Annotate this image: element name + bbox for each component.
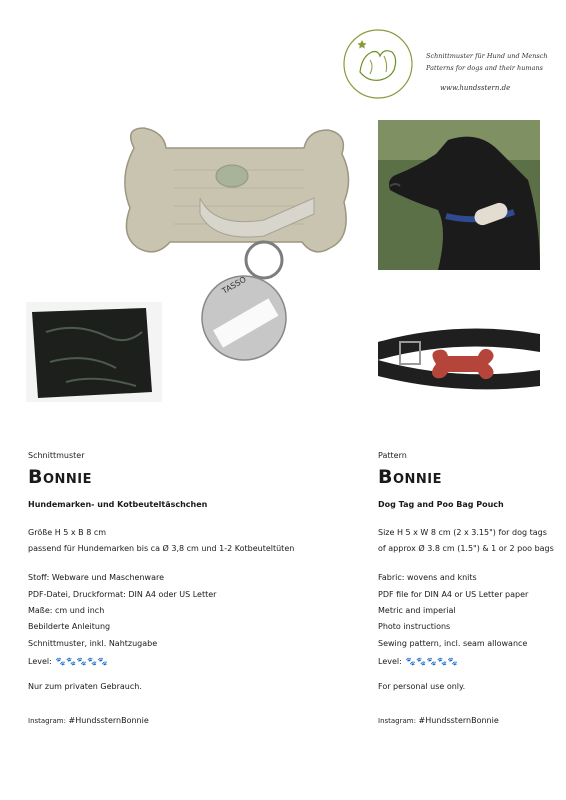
paw-icon: 🐾 [426,657,438,666]
paw-icon: 🐾 [97,657,109,666]
level-row-de [28,657,108,666]
paw-icon: 🐾 [87,657,98,666]
poo-bags-photo [26,302,162,402]
instagram-en [378,715,499,727]
tagline-de: Schnittmuster für Hund und Mensch [426,52,548,60]
size-line1-en: Size H 5 x W 8 cm (2 x 3.15") for dog tags [378,528,547,537]
label-de: Schnittmuster [28,451,85,460]
usage-note-en: For personal use only. [378,682,466,691]
svg-text:TASSO: TASSO [220,274,248,296]
feature-units-de: Maße: cm und inch [28,606,105,615]
feature-instructions-en: Photo instructions [378,622,451,631]
feature-pattern-en: Sewing pattern, incl. seam allowance [378,639,528,648]
subtitle-en: Dog Tag and Poo Bag Pouch [378,500,504,509]
collar-photo [378,312,540,412]
paw-icon: 🐾 [66,657,77,666]
feature-pattern-de: Schnittmuster, inkl. Nahtzugabe [28,639,158,648]
usage-note-de: Nur zum privaten Gebrauch. [28,682,142,691]
feature-pdf-en: PDF file for DIN A4 or US Letter paper [378,590,529,599]
hundsstern-logo [340,26,416,102]
dog-photo [378,120,540,270]
instagram-label-de: Instagram: [28,717,66,725]
level-label-de: Level: [28,657,52,666]
feature-instructions-de: Bebilderte Anleitung [28,622,111,631]
product-title-de: Bonnie [28,466,93,488]
feature-fabric-de: Stoff: Webware und Maschenware [28,573,164,582]
size-line2-en: of approx Ø 3.8 cm (1.5") & 1 or 2 poo bags [378,544,554,553]
paw-icon: 🐾 [76,657,88,666]
subtitle-de: Hundemarken- und Kotbeuteltäschchen [28,500,208,509]
size-line2-de: passend für Hundemarken bis ca Ø 3,8 cm und 1-2 Kotbeuteltüten [28,544,295,553]
level-label-en: Level: [378,657,402,666]
level-row-en [378,657,458,666]
instagram-label-en: Instagram: [378,717,416,725]
instagram-hashtag-de[interactable]: #HundssternBonnie [68,716,149,725]
product-title-en: Bonnie [378,466,443,488]
paw-icon: 🐾 [55,657,67,666]
difficulty-paw-rating-en [406,657,458,666]
paw-icon: 🐾 [447,657,459,666]
website-link[interactable]: www.hundsstern.de [440,84,511,92]
paw-icon: 🐾 [437,657,448,666]
tagline-en: Patterns for dogs and their humans [426,64,543,72]
difficulty-paw-rating-de [56,657,108,666]
label-en: Pattern [378,451,407,460]
feature-fabric-en: Fabric: wovens and knits [378,573,477,582]
paw-icon: 🐾 [416,657,427,666]
feature-units-en: Metric and imperial [378,606,456,615]
size-line1-de: Größe H 5 x B 8 cm [28,528,107,537]
instagram-hashtag-en[interactable]: #HundssternBonnie [418,716,499,725]
instagram-de [28,715,149,727]
paw-icon: 🐾 [405,657,417,666]
feature-pdf-de: PDF-Datei, Druckformat: DIN A4 oder US Letter [28,590,217,599]
